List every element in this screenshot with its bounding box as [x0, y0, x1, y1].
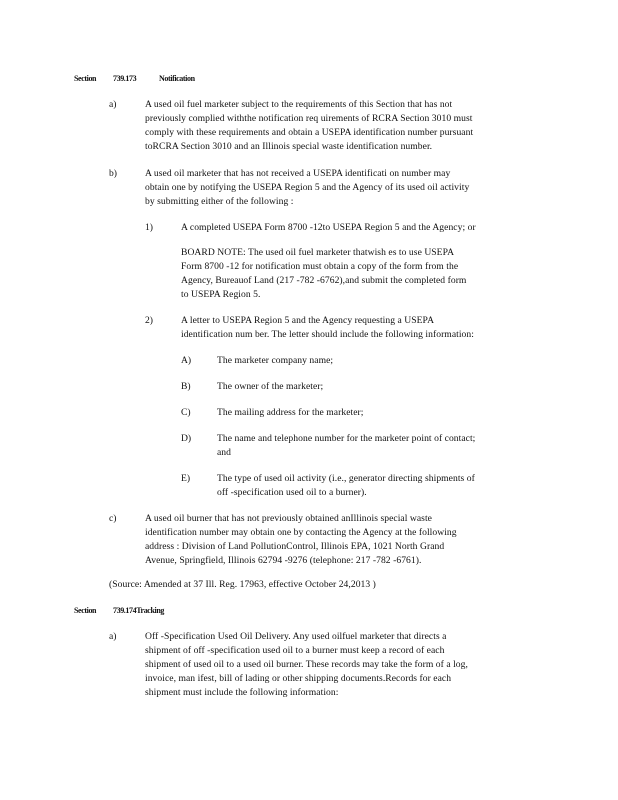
text-line: Agency, Bureauof Land (217 -782 -6762),and submit the completed form [181, 275, 467, 286]
source-note: (Source: Amended at 37 Ill. Reg. 17963, effective October 24,2013 ) [109, 579, 376, 590]
item-1-text: A completed USEPA Form 8700 -12to USEPA Region 5 and the Agency; or [181, 222, 476, 233]
item-2-text [181, 314, 474, 342]
item-label-2: 2) [145, 315, 153, 326]
text-line: shipment must include the following information: [145, 687, 339, 698]
text-line: A used oil burner that has not previously obtained anIllinois special waste [145, 513, 432, 524]
subitem-label-e: E) [181, 473, 191, 484]
text-line: A used oil fuel marketer subject to the requirements of this Section that has not [145, 99, 453, 110]
text-line: Avenue, Springfield, Illinois 62794 -9276 (telephone: 217 -782 -6761). [145, 555, 422, 566]
text-line: address : Division of Land PollutionControl, Illinois EPA, 1021 North Grand [145, 541, 445, 552]
text-line: identification num ber. The letter should include the following information: [181, 329, 474, 340]
section-heading: 739.174Tracking [113, 606, 164, 615]
subsection-label-c: c) [109, 513, 117, 524]
text-line: A letter to USEPA Region 5 and the Agency requesting a USEPA [181, 315, 435, 326]
subitem-c-text: The mailing address for the marketer; [217, 407, 364, 418]
subitem-a-text: The marketer company name; [217, 355, 334, 366]
text-line: invoice, man ifest, bill of lading or other shipping documents.Records for each [145, 673, 452, 684]
text-line: A used oil marketer that has not received a USEPA identificati on number may [145, 168, 451, 179]
subitem-label-a: A) [181, 355, 192, 366]
section-label: Section [74, 74, 97, 83]
subitem-label-d: D) [181, 433, 192, 444]
subitem-label-c: C) [181, 407, 191, 418]
text-line: identification number may obtain one by contacting the Agency at the following [145, 527, 457, 538]
text-line: The name and telephone number for the marketer point of contact; [217, 433, 476, 444]
text-line: Form 8700 -12 for notification must obtain a copy of the form from the [181, 261, 459, 272]
text-line: shipment of off -specification used oil to a burner must keep a record of each [145, 645, 445, 656]
subitem-e-text [217, 472, 475, 500]
subsection-b-text [145, 167, 469, 209]
text-line: off -specification used oil to a burner). [217, 487, 367, 498]
item-label-1: 1) [145, 222, 153, 233]
subitem-label-b: B) [181, 381, 191, 392]
subsection-c-text [145, 512, 457, 568]
subsection-a-text [145, 630, 468, 700]
text-line: The type of used oil activity (i.e., generator directing shipments of [217, 473, 475, 484]
text-line: BOARD NOTE: The used oil fuel marketer thatwish es to use USEPA [181, 247, 455, 258]
text-line: by submitting either of the following : [145, 196, 294, 207]
section-title: Notification [159, 74, 195, 83]
text-line: comply with these requirements and obtain a USEPA identification number pursuant [145, 127, 474, 138]
subsection-label-a: a) [109, 631, 117, 642]
text-line: and [217, 447, 232, 458]
subsection-label-b: b) [109, 168, 117, 179]
text-line: obtain one by notifying the USEPA Region 5 and the Agency of its used oil activity [145, 182, 470, 193]
subsection-a-text [145, 98, 473, 154]
board-note [181, 246, 466, 302]
subsection-label-a: a) [109, 99, 117, 110]
text-line: toRCRA Section 3010 and an Illinois special waste identification number. [145, 141, 433, 152]
section-number: 739.173 [113, 74, 137, 83]
text-line: Off -Specification Used Oil Delivery. Any used oilfuel marketer that directs a [145, 631, 447, 642]
subitem-d-text [217, 432, 475, 460]
text-line: shipment of used oil to a used oil burner. These records may take the form of a log, [145, 659, 468, 670]
section-label: Section [74, 606, 97, 615]
text-line: to USEPA Region 5. [181, 289, 261, 300]
text-line: previously complied withthe notification req uirements of RCRA Section 3010 must [145, 113, 473, 124]
subitem-b-text: The owner of the marketer; [217, 381, 324, 392]
